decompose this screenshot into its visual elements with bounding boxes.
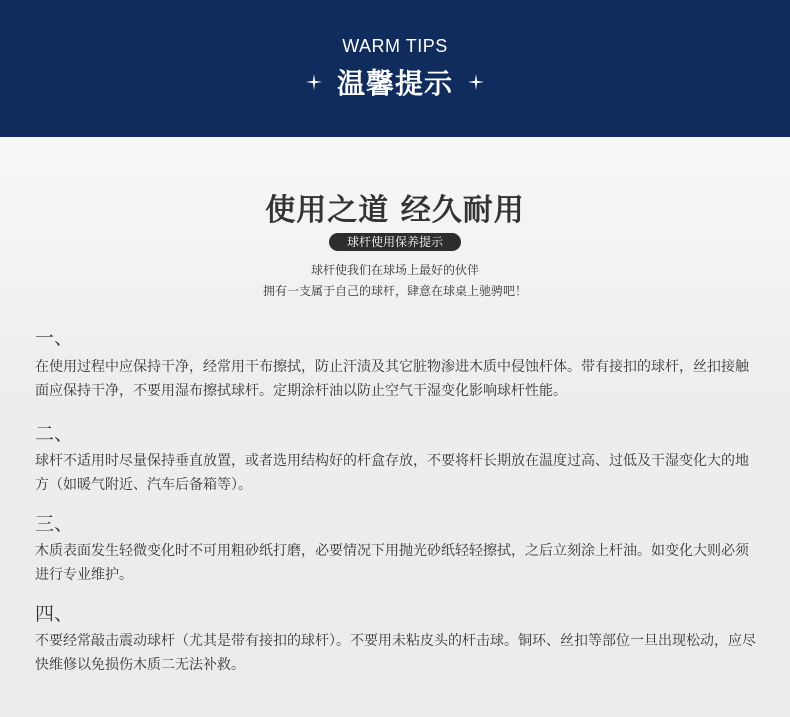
intro-line: 球杆使我们在球场上最好的伙伴 bbox=[310, 263, 479, 277]
section-text: 不要经常敲击震动球杆（尤其是带有接扣的球杆）。不要用未粘皮头的杆击球。铜环、丝扣等部位一旦出现松动，应尽快维修以免损伤木质二无法补救。 bbox=[35, 633, 756, 673]
section-number: 二、 bbox=[35, 423, 74, 445]
page-title: 使用之道 经久耐用 bbox=[265, 193, 525, 228]
section-text: 在使用过程中应保持干净，经常用干布擦拭，防止汗渍及其它脏物渗进木质中侵蚀杆体。带有接扣的球杆，丝扣接触面应保持干净，不要用湿布擦拭球杆。定期涂杆油以防止空气干湿变化影响球杆性能。 bbox=[35, 359, 749, 399]
subtitle-badge: 球杆使用保养提示 bbox=[329, 233, 461, 251]
header-banner bbox=[0, 0, 790, 137]
section-text: 球杆不适用时尽量保持垂直放置，或者选用结构好的杆盒存放，不要将杆长期放在温度过高、过低及干湿变化大的地方（如暖气附近、汽车后备箱等）。 bbox=[35, 453, 749, 493]
header-title-row bbox=[0, 62, 790, 102]
intro-line: 拥有一支属于自己的球杆，肆意在球桌上驰骋吧！ bbox=[262, 284, 527, 298]
header-title-en: WARM TIPS bbox=[342, 36, 448, 56]
badge-wrap bbox=[0, 231, 790, 251]
header-title-cn: 温馨提示 bbox=[336, 67, 453, 100]
content-area bbox=[0, 137, 790, 717]
section-number: 三、 bbox=[35, 513, 74, 535]
sparkle-icon bbox=[467, 73, 485, 91]
section-text: 木质表面发生轻微变化时不可用粗砂纸打磨，必要情况下用抛光砂纸轻轻擦拭，之后立刻涂上杆油。如变化大则必须进行专业维护。 bbox=[35, 543, 749, 583]
sparkle-icon bbox=[305, 73, 323, 91]
section-number: 四、 bbox=[35, 603, 74, 625]
section-number: 一、 bbox=[35, 327, 74, 349]
